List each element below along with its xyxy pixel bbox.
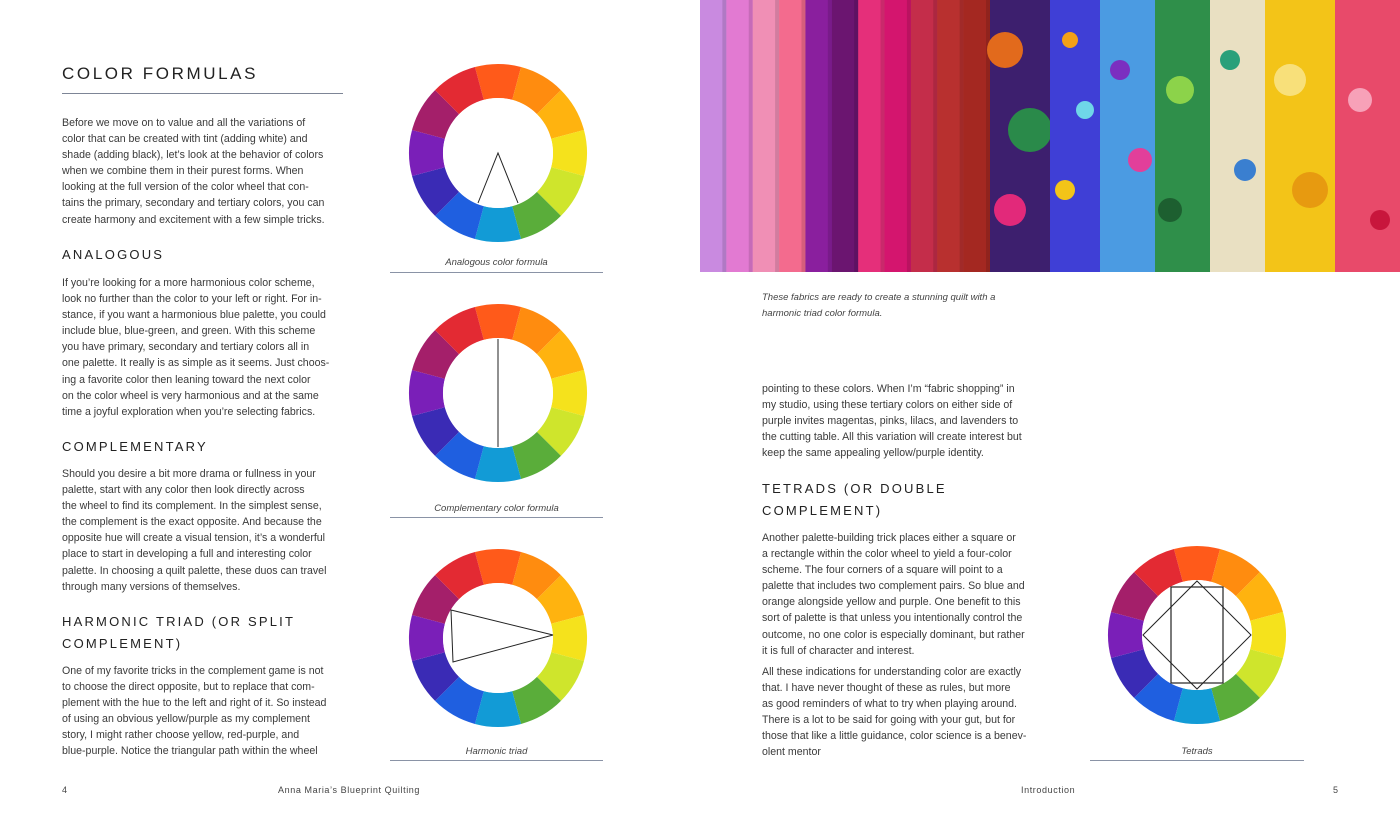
fabric-cream-print bbox=[1210, 0, 1265, 272]
fabric-motif bbox=[1348, 88, 1372, 112]
text-line: scheme. The four corners of a square will point to a bbox=[762, 564, 1003, 577]
caption-rule bbox=[390, 517, 603, 518]
text-line: a rectangle within the color wheel to yield a four-color bbox=[762, 548, 1012, 561]
fabric-motif bbox=[1062, 32, 1078, 48]
text-line: One of my favorite tricks in the complement game is not bbox=[62, 665, 324, 677]
text-line: one palette. It really is as simple as it seems. Just choos- bbox=[62, 357, 330, 370]
text-line: palette. In choosing a quilt palette, these duos can travel bbox=[62, 564, 327, 577]
text-line: that. I have never thought of these as rules, but more bbox=[762, 682, 1011, 695]
harmonic-paragraph bbox=[62, 663, 362, 760]
tetrads-heading bbox=[762, 478, 947, 522]
text-line: look no further than the color to your left or right. For in- bbox=[62, 293, 322, 306]
tetrads-color-wheel bbox=[1107, 545, 1287, 725]
text-line: the complement is the exact opposite. And because the bbox=[62, 516, 322, 529]
left-page-number: 4 bbox=[62, 785, 68, 795]
tetrads-caption: Tetrads bbox=[1181, 746, 1213, 757]
text-line: palette that includes two complement pairs. So blue and bbox=[762, 580, 1025, 593]
text-line: you have primary, secondary and tertiary colors all in bbox=[62, 341, 310, 354]
left-running-title: Anna Maria’s Blueprint Quilting bbox=[278, 785, 420, 795]
text-line: orange alongside yellow and purple. One benefit to this bbox=[762, 596, 1021, 609]
fabric-illustration bbox=[700, 0, 1400, 272]
text-line: through many versions of themselves. bbox=[62, 580, 241, 593]
fabric-fold-shadow bbox=[960, 0, 964, 272]
text-line: the wheel to find its complement. In the simplest sense, bbox=[62, 500, 322, 513]
text-line: purple invites magentas, pinks, lilacs, and lavenders to bbox=[762, 415, 1019, 428]
text-line: ing a favorite color then leaning toward the next color bbox=[62, 373, 311, 386]
fabric-motif bbox=[1274, 64, 1306, 96]
fabric-motif bbox=[1008, 108, 1052, 152]
heading-line: TETRADS (OR DOUBLE bbox=[762, 481, 947, 496]
text-line: Should you desire a bit more drama or fullness in your bbox=[62, 468, 316, 480]
continued-paragraph bbox=[762, 381, 1062, 461]
right-page-number: 5 bbox=[1333, 785, 1339, 795]
fabric-photo bbox=[700, 0, 1400, 272]
text-line: place to start in developing a full and interesting color bbox=[62, 548, 312, 561]
fabric-strips bbox=[700, 0, 991, 272]
harmonic-triad-color-wheel bbox=[408, 548, 588, 728]
analogous-color-wheel bbox=[408, 63, 588, 243]
right-running-title: Introduction bbox=[1021, 785, 1076, 795]
fabric-fold-shadow bbox=[854, 0, 858, 272]
fabric-motif bbox=[1128, 148, 1152, 172]
title-rule bbox=[62, 93, 343, 94]
caption-rule bbox=[1090, 760, 1304, 761]
fabric-fold-shadow bbox=[933, 0, 937, 272]
text-line: If you’re looking for a more harmonious color scheme, bbox=[62, 277, 315, 289]
text-line: story, I might rather choose yellow, red-purple, and bbox=[62, 729, 300, 742]
text-line: of using an obvious yellow/purple as my complement bbox=[62, 713, 310, 726]
text-line: create harmony and excitement with a few simple tricks. bbox=[62, 213, 325, 226]
intro-paragraph bbox=[62, 115, 362, 228]
caption-line: These fabrics are ready to create a stunning quilt with a bbox=[762, 292, 996, 303]
harmonic-heading bbox=[62, 611, 295, 655]
fabric-motif bbox=[987, 32, 1023, 68]
text-line: Another palette-building trick places either a square or bbox=[762, 532, 1016, 544]
wheel-ring bbox=[409, 549, 587, 727]
text-line: to choose the direct opposite, but to replace that com- bbox=[62, 681, 315, 694]
fabric-fold-shadow bbox=[722, 0, 726, 272]
complementary-caption: Complementary color formula bbox=[434, 503, 559, 514]
text-line: pointing to these colors. When I’m “fabric shopping” in bbox=[762, 383, 1015, 395]
photo-caption bbox=[762, 290, 1062, 321]
fabric-fold-shadow bbox=[801, 0, 805, 272]
heading-line: HARMONIC TRIAD (OR SPLIT bbox=[62, 614, 296, 629]
wheel-center bbox=[1142, 580, 1252, 690]
text-line: time a joyful exploration when you’re selecting fabrics. bbox=[62, 405, 316, 418]
text-line: palette, start with any color then look directly across bbox=[62, 484, 305, 497]
fabric-motif bbox=[1166, 76, 1194, 104]
text-line: blue-purple. Notice the triangular path within the wheel bbox=[62, 745, 318, 758]
text-line: my studio, using these tertiary colors on either side of bbox=[762, 399, 1013, 412]
fabric-fold-shadow bbox=[828, 0, 832, 272]
heading-line: COMPLEMENT) bbox=[62, 636, 183, 651]
text-line: color that can be created with tint (adding white) and bbox=[62, 133, 308, 146]
text-line: outcome, no one color is especially dominant, but rather bbox=[762, 628, 1025, 641]
caption-rule bbox=[390, 760, 603, 761]
text-line: looking at the full version of the color wheel that con- bbox=[62, 181, 309, 194]
text-line: shade (adding black), let’s look at the behavior of colors bbox=[62, 149, 324, 162]
text-line: those that like a little guidance, color science is a benev- bbox=[762, 730, 1027, 743]
fabric-motif bbox=[1292, 172, 1328, 208]
fabric-fold-shadow bbox=[775, 0, 779, 272]
text-line: on the color wheel is very harmonious and at the same bbox=[62, 389, 319, 402]
fabric-motif bbox=[994, 194, 1026, 226]
fabric-fold-shadow bbox=[986, 0, 990, 272]
text-line: There is a lot to be said for going with your gut, but for bbox=[762, 714, 1016, 727]
text-line: when we combine them in their purest forms. When bbox=[62, 165, 304, 178]
harmonic-caption: Harmonic triad bbox=[465, 746, 528, 757]
tetrads-paragraph-1 bbox=[762, 530, 1062, 659]
fabric-light-blue-print bbox=[1100, 0, 1155, 272]
fabric-fold-shadow bbox=[881, 0, 885, 272]
tetrads-paragraph-2 bbox=[762, 664, 1062, 761]
analogous-heading: ANALOGOUS bbox=[62, 247, 165, 262]
text-line: Before we move on to value and all the variations of bbox=[62, 117, 306, 129]
text-line: tains the primary, secondary and tertiary colors, you can bbox=[62, 197, 325, 210]
page-title: COLOR FORMULAS bbox=[62, 64, 259, 83]
text-line: it is full of character and interest. bbox=[762, 644, 915, 657]
text-line: the cutting table. All this variation will create interest but bbox=[762, 431, 1022, 444]
fabric-fold-shadow bbox=[749, 0, 753, 272]
text-line: olent mentor bbox=[762, 746, 821, 759]
complementary-heading: COMPLEMENTARY bbox=[62, 439, 208, 454]
text-line: include blue, blue-green, and green. With this scheme bbox=[62, 325, 316, 338]
text-line: sort of palette is that unless you intentionally control the bbox=[762, 612, 1023, 625]
fabric-green-print bbox=[1155, 0, 1210, 272]
text-line: keep the same appealing yellow/purple identity. bbox=[762, 447, 984, 460]
fabric-motif bbox=[1110, 60, 1130, 80]
wheel-center bbox=[443, 583, 553, 693]
text-line: stance, if you want a harmonious blue palette, you could bbox=[62, 309, 326, 322]
fabric-motif bbox=[1370, 210, 1390, 230]
fabric-motif bbox=[1220, 50, 1240, 70]
caption-rule bbox=[390, 272, 603, 273]
text-line: as good reminders of what to try when playing around. bbox=[762, 698, 1017, 711]
text-line: All these indications for understanding color are exactly bbox=[762, 666, 1022, 678]
text-line: opposite hue will create a visual tension, it’s a wonderful bbox=[62, 532, 326, 545]
wheel-ring bbox=[1108, 546, 1286, 724]
fabric-motif bbox=[1076, 101, 1094, 119]
fabric-motif bbox=[1055, 180, 1075, 200]
heading-line: COMPLEMENT) bbox=[762, 503, 883, 518]
fabric-yellow-print bbox=[1265, 0, 1335, 272]
fabric-fold-shadow bbox=[907, 0, 911, 272]
fabric-motif bbox=[1158, 198, 1182, 222]
complementary-color-wheel bbox=[408, 303, 588, 483]
fabric-motif bbox=[1234, 159, 1256, 181]
fabric-pink-print bbox=[1335, 0, 1400, 272]
caption-line: harmonic triad color formula. bbox=[762, 307, 883, 319]
text-line: plement with the hue to the left and right of it. So instead bbox=[62, 697, 327, 710]
complementary-paragraph bbox=[62, 466, 362, 595]
analogous-paragraph bbox=[62, 275, 362, 420]
analogous-caption: Analogous color formula bbox=[445, 257, 548, 268]
